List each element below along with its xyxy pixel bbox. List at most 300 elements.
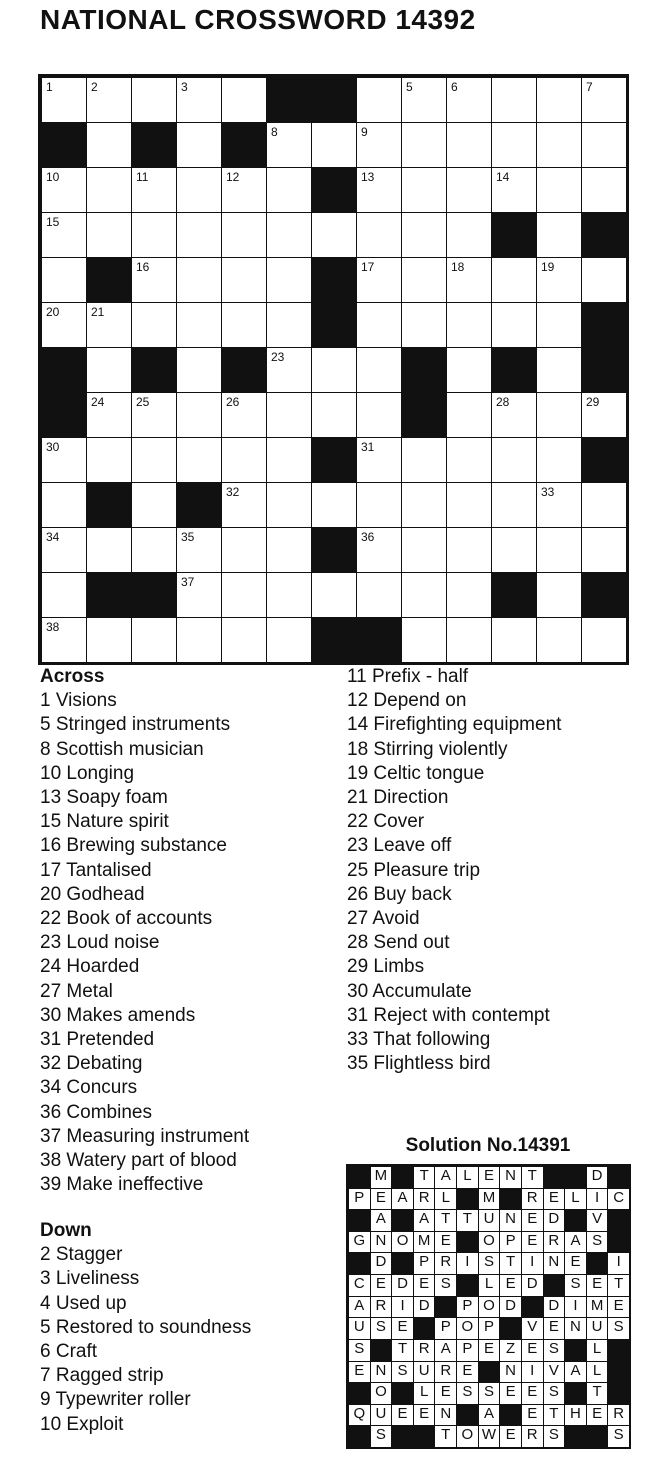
solution-letter: H <box>564 1404 587 1427</box>
grid-cell[interactable] <box>86 437 132 483</box>
solution-letter: T <box>456 1209 479 1232</box>
black-square <box>86 572 132 618</box>
solution-letter: E <box>499 1274 522 1297</box>
grid-cell[interactable] <box>266 437 312 483</box>
solution-black-square <box>456 1404 479 1427</box>
grid-cell[interactable] <box>401 482 447 528</box>
grid-cell[interactable] <box>221 212 267 258</box>
solution-black-square <box>564 1339 587 1362</box>
grid-cell[interactable] <box>401 122 447 168</box>
grid-cell[interactable] <box>311 212 357 258</box>
grid-cell[interactable] <box>446 167 492 213</box>
grid-cell[interactable] <box>356 437 402 483</box>
solution-letter: D <box>586 1166 609 1189</box>
solution-letter: E <box>478 1339 501 1362</box>
solution-letter: T <box>434 1209 457 1232</box>
black-square <box>221 347 267 393</box>
clue-number: 18 <box>451 260 465 274</box>
solution-letter: T <box>434 1425 457 1448</box>
grid-cell[interactable] <box>311 572 357 618</box>
grid-cell[interactable] <box>536 257 582 303</box>
solution-letter: O <box>478 1231 501 1254</box>
grid-cell[interactable] <box>536 392 582 438</box>
grid-cell[interactable] <box>176 167 222 213</box>
grid-cell[interactable] <box>266 572 312 618</box>
clue: 25 Pleasure trip <box>347 859 481 881</box>
across-heading: Across <box>40 666 105 687</box>
solution-letter: N <box>370 1361 393 1384</box>
solution-letter: E <box>586 1404 609 1427</box>
grid-cell[interactable] <box>131 77 177 123</box>
clue-number: 3 <box>181 80 188 94</box>
down-clues <box>40 1219 251 1437</box>
grid-cell[interactable] <box>446 617 492 663</box>
grid-cell[interactable] <box>176 302 222 348</box>
clue-number: 33 <box>541 485 555 499</box>
grid-cell[interactable] <box>86 122 132 168</box>
solution-letter: E <box>370 1188 393 1211</box>
solution-letter: O <box>456 1317 479 1340</box>
clue: 30 Accumulate <box>347 980 472 1002</box>
clue-number: 21 <box>91 305 105 319</box>
solution-letter: I <box>564 1296 587 1319</box>
solution-letter: E <box>499 1382 522 1405</box>
solution-black-square <box>499 1317 522 1340</box>
clue: 7 Ragged strip <box>40 1365 164 1387</box>
clue: 21 Direction <box>347 787 449 809</box>
across-clues <box>40 665 249 1197</box>
solution-letter: I <box>521 1361 544 1384</box>
grid-cell[interactable] <box>266 347 312 393</box>
grid-cell[interactable] <box>221 437 267 483</box>
black-square <box>86 482 132 528</box>
grid-cell[interactable] <box>131 437 177 483</box>
black-square <box>41 392 87 438</box>
solution-letter: A <box>434 1339 457 1362</box>
clue: 34 Concurs <box>40 1077 138 1099</box>
solution-letter: E <box>370 1274 393 1297</box>
solution-letter: A <box>391 1188 414 1211</box>
grid-cell[interactable] <box>536 527 582 573</box>
grid-cell[interactable] <box>536 212 582 258</box>
grid-cell[interactable] <box>446 212 492 258</box>
solution-letter: L <box>478 1274 501 1297</box>
grid-cell[interactable] <box>446 302 492 348</box>
grid-cell[interactable] <box>491 122 537 168</box>
grid-cell[interactable] <box>491 437 537 483</box>
grid-cell[interactable] <box>311 122 357 168</box>
grid-cell[interactable] <box>446 482 492 528</box>
grid-cell[interactable] <box>401 77 447 123</box>
grid-cell[interactable] <box>356 302 402 348</box>
solution-letter: T <box>391 1339 414 1362</box>
grid-cell[interactable] <box>446 437 492 483</box>
grid-cell[interactable] <box>176 572 222 618</box>
grid-cell[interactable] <box>41 257 87 303</box>
solution-letter: R <box>607 1404 630 1427</box>
black-square <box>86 257 132 303</box>
solution-letter: P <box>499 1231 522 1254</box>
clue: 14 Firefighting equipment <box>347 714 562 736</box>
solution-letter: R <box>434 1361 457 1384</box>
solution-letter: S <box>543 1382 566 1405</box>
grid-cell[interactable] <box>536 482 582 528</box>
black-square <box>581 572 627 618</box>
solution-letter: A <box>434 1166 457 1189</box>
grid-cell[interactable] <box>401 572 447 618</box>
grid-cell[interactable] <box>446 347 492 393</box>
black-square <box>176 482 222 528</box>
black-square <box>131 347 177 393</box>
clue-number: 12 <box>226 170 240 184</box>
solution-letter: E <box>499 1425 522 1448</box>
down-clues-continued <box>347 665 561 1076</box>
solution-letter: E <box>478 1166 501 1189</box>
grid-cell[interactable] <box>581 122 627 168</box>
solution-black-square <box>543 1166 566 1189</box>
grid-cell[interactable] <box>221 167 267 213</box>
grid-cell[interactable] <box>446 257 492 303</box>
grid-cell[interactable] <box>86 527 132 573</box>
grid-cell[interactable] <box>176 212 222 258</box>
solution-letter: M <box>586 1296 609 1319</box>
solution-black-square <box>434 1296 457 1319</box>
grid-cell[interactable] <box>266 122 312 168</box>
grid-cell[interactable] <box>536 572 582 618</box>
solution-letter: I <box>391 1296 414 1319</box>
grid-cell[interactable] <box>41 212 87 258</box>
clue: 39 Make ineffective <box>40 1174 204 1196</box>
grid-cell[interactable] <box>356 212 402 258</box>
solution-letter: R <box>521 1188 544 1211</box>
solution-letter: O <box>456 1425 479 1448</box>
grid-cell[interactable] <box>581 617 627 663</box>
grid-cell[interactable] <box>176 347 222 393</box>
black-square <box>401 392 447 438</box>
grid-cell[interactable] <box>176 617 222 663</box>
solution-black-square <box>348 1252 371 1275</box>
solution-black-square <box>391 1382 414 1405</box>
grid-cell[interactable] <box>446 77 492 123</box>
grid-cell[interactable] <box>356 392 402 438</box>
solution-letter: I <box>586 1188 609 1211</box>
clue: 33 That following <box>347 1029 491 1051</box>
solution-letter: E <box>413 1274 436 1297</box>
grid-cell[interactable] <box>491 482 537 528</box>
solution-letter: P <box>456 1296 479 1319</box>
grid-cell[interactable] <box>311 482 357 528</box>
clue: 22 Cover <box>347 811 425 833</box>
clue: 15 Nature spirit <box>40 811 169 833</box>
solution-letter: U <box>370 1404 393 1427</box>
solution-black-square <box>564 1209 587 1232</box>
grid-cell[interactable] <box>446 122 492 168</box>
solution-letter: S <box>607 1425 630 1448</box>
clue-number: 29 <box>586 395 600 409</box>
solution-letter: I <box>521 1252 544 1275</box>
grid-cell[interactable] <box>41 302 87 348</box>
clue: 28 Send out <box>347 932 450 954</box>
solution-letter: L <box>586 1361 609 1384</box>
solution-black-square <box>348 1166 371 1189</box>
grid-cell[interactable] <box>266 392 312 438</box>
grid-cell[interactable] <box>86 302 132 348</box>
grid-cell[interactable] <box>266 212 312 258</box>
clue: 32 Debating <box>40 1053 143 1075</box>
grid-cell[interactable] <box>131 212 177 258</box>
grid-cell[interactable] <box>581 167 627 213</box>
solution-letter: D <box>521 1274 544 1297</box>
solution-letter: E <box>413 1404 436 1427</box>
clue: 6 Craft <box>40 1341 98 1363</box>
grid-cell[interactable] <box>311 392 357 438</box>
grid-cell[interactable] <box>491 392 537 438</box>
solution-letter: N <box>499 1166 522 1189</box>
grid-cell[interactable] <box>491 167 537 213</box>
grid-cell[interactable] <box>401 302 447 348</box>
grid-cell[interactable] <box>176 527 222 573</box>
black-square <box>581 437 627 483</box>
clue-number: 37 <box>181 575 195 589</box>
grid-cell[interactable] <box>266 302 312 348</box>
grid-cell[interactable] <box>356 77 402 123</box>
solution-letter: R <box>413 1188 436 1211</box>
grid-cell[interactable] <box>356 167 402 213</box>
grid-cell[interactable] <box>491 257 537 303</box>
grid-cell[interactable] <box>401 167 447 213</box>
grid-cell[interactable] <box>491 527 537 573</box>
grid-cell[interactable] <box>536 122 582 168</box>
solution-letter: E <box>521 1209 544 1232</box>
grid-cell[interactable] <box>176 77 222 123</box>
grid-cell[interactable] <box>41 167 87 213</box>
solution-letter: R <box>543 1231 566 1254</box>
grid-cell[interactable] <box>446 527 492 573</box>
grid-cell[interactable] <box>176 257 222 303</box>
black-square <box>311 257 357 303</box>
black-square <box>311 617 357 663</box>
black-square <box>581 212 627 258</box>
grid-cell[interactable] <box>536 347 582 393</box>
grid-cell[interactable] <box>266 257 312 303</box>
clue-number: 4 <box>271 80 278 94</box>
solution-letter: T <box>586 1382 609 1405</box>
solution-letter: U <box>413 1361 436 1384</box>
grid-cell[interactable] <box>221 617 267 663</box>
solution-black-square <box>543 1274 566 1297</box>
solution-letter: P <box>456 1339 479 1362</box>
grid-cell[interactable] <box>401 617 447 663</box>
solution-black-square <box>586 1425 609 1448</box>
solution-letter: M <box>370 1166 393 1189</box>
solution-letter: D <box>413 1296 436 1319</box>
grid-cell[interactable] <box>266 482 312 528</box>
solution-letter: O <box>478 1296 501 1319</box>
grid-cell[interactable] <box>221 257 267 303</box>
solution-black-square <box>564 1425 587 1448</box>
black-square <box>221 122 267 168</box>
clue: 18 Stirring violently <box>347 738 508 760</box>
solution-letter: E <box>521 1231 544 1254</box>
clue-number: 27 <box>406 395 420 409</box>
grid-cell[interactable] <box>176 437 222 483</box>
black-square <box>131 122 177 168</box>
grid-cell[interactable] <box>221 77 267 123</box>
grid-cell[interactable] <box>401 437 447 483</box>
grid-cell[interactable] <box>86 392 132 438</box>
solution-letter: E <box>456 1361 479 1384</box>
solution-letter: V <box>521 1317 544 1340</box>
black-square <box>41 347 87 393</box>
solution-letter: T <box>543 1404 566 1427</box>
grid-cell[interactable] <box>356 572 402 618</box>
grid-cell[interactable] <box>131 302 177 348</box>
grid-cell[interactable] <box>536 167 582 213</box>
black-square <box>581 302 627 348</box>
grid-cell[interactable] <box>356 527 402 573</box>
grid-cell[interactable] <box>86 212 132 258</box>
grid-cell[interactable] <box>356 347 402 393</box>
clue-number: 5 <box>406 80 413 94</box>
grid-cell[interactable] <box>221 302 267 348</box>
crossword-grid <box>38 74 629 665</box>
puzzle-title: NATIONAL CROSSWORD 14392 <box>40 4 476 35</box>
grid-cell[interactable] <box>41 527 87 573</box>
solution-letter: L <box>564 1188 587 1211</box>
grid-cell[interactable] <box>221 392 267 438</box>
solution-letter: S <box>370 1425 393 1448</box>
clue: 10 Exploit <box>40 1413 124 1435</box>
solution-black-square <box>586 1252 609 1275</box>
grid-cell[interactable] <box>41 617 87 663</box>
grid-cell[interactable] <box>131 392 177 438</box>
clue: 20 Godhead <box>40 883 145 905</box>
solution-letter: A <box>564 1361 587 1384</box>
grid-cell[interactable] <box>86 167 132 213</box>
grid-cell[interactable] <box>581 257 627 303</box>
clue: 5 Stringed instruments <box>40 714 231 736</box>
grid-cell[interactable] <box>356 257 402 303</box>
black-square <box>356 617 402 663</box>
grid-cell[interactable] <box>491 77 537 123</box>
clue: 8 Scottish musician <box>40 738 204 760</box>
grid-cell[interactable] <box>266 617 312 663</box>
grid-cell[interactable] <box>221 482 267 528</box>
solution-letter: C <box>607 1188 630 1211</box>
grid-cell[interactable] <box>356 122 402 168</box>
grid-cell[interactable] <box>446 572 492 618</box>
grid-cell[interactable] <box>401 527 447 573</box>
solution-letter: S <box>478 1382 501 1405</box>
solution-letter: Z <box>499 1339 522 1362</box>
grid-cell[interactable] <box>41 77 87 123</box>
grid-cell[interactable] <box>131 527 177 573</box>
grid-cell[interactable] <box>41 482 87 528</box>
grid-cell[interactable] <box>581 392 627 438</box>
black-square <box>491 212 537 258</box>
grid-cell[interactable] <box>536 437 582 483</box>
grid-cell[interactable] <box>41 572 87 618</box>
clue-number: 26 <box>226 395 240 409</box>
solution-black-square <box>413 1425 436 1448</box>
clue: 12 Depend on <box>347 690 467 712</box>
clue: 37 Measuring instrument <box>40 1125 250 1147</box>
solution-letter: S <box>586 1231 609 1254</box>
grid-cell[interactable] <box>491 302 537 348</box>
solution-letter: E <box>564 1252 587 1275</box>
solution-letter: D <box>499 1296 522 1319</box>
grid-cell[interactable] <box>221 527 267 573</box>
grid-cell[interactable] <box>266 527 312 573</box>
clue-number: 34 <box>46 530 60 544</box>
grid-cell[interactable] <box>266 167 312 213</box>
grid-cell[interactable] <box>221 572 267 618</box>
clue-number: 20 <box>46 305 60 319</box>
clue: 4 Used up <box>40 1292 127 1314</box>
clue: 31 Reject with contempt <box>347 1004 550 1026</box>
clue-number: 15 <box>46 215 60 229</box>
grid-cell[interactable] <box>581 527 627 573</box>
grid-cell[interactable] <box>536 617 582 663</box>
clue: 26 Buy back <box>347 883 452 905</box>
solution-letter: S <box>543 1339 566 1362</box>
clue-number: 16 <box>136 260 150 274</box>
grid-cell[interactable] <box>536 302 582 348</box>
solution-black-square <box>391 1252 414 1275</box>
clue: 11 Prefix - half <box>347 666 469 687</box>
grid-cell[interactable] <box>176 392 222 438</box>
clue-number: 1 <box>46 80 53 94</box>
grid-cell[interactable] <box>131 167 177 213</box>
grid-cell[interactable] <box>446 392 492 438</box>
solution-letter: A <box>564 1231 587 1254</box>
clue: 17 Tantalised <box>40 859 152 881</box>
solution-letter: S <box>348 1339 371 1362</box>
solution-black-square <box>564 1382 587 1405</box>
black-square <box>311 437 357 483</box>
grid-cell[interactable] <box>131 482 177 528</box>
clue: 35 Flightless bird <box>347 1053 491 1075</box>
clue: 30 Makes amends <box>40 1004 196 1026</box>
clue: 24 Hoarded <box>40 956 140 978</box>
clue: 5 Restored to soundness <box>40 1316 252 1338</box>
black-square <box>311 77 357 123</box>
grid-cell[interactable] <box>86 617 132 663</box>
grid-cell[interactable] <box>131 257 177 303</box>
solution-letter: N <box>434 1404 457 1427</box>
grid-cell[interactable] <box>356 482 402 528</box>
solution-letter: D <box>543 1296 566 1319</box>
clue-number: 10 <box>46 170 60 184</box>
black-square <box>401 347 447 393</box>
grid-cell[interactable] <box>491 617 537 663</box>
grid-cell[interactable] <box>131 617 177 663</box>
grid-cell[interactable] <box>581 482 627 528</box>
grid-cell[interactable] <box>401 257 447 303</box>
grid-cell[interactable] <box>311 347 357 393</box>
solution-letter: O <box>370 1382 393 1405</box>
grid-cell[interactable] <box>41 437 87 483</box>
grid-cell[interactable] <box>176 122 222 168</box>
solution-black-square <box>499 1188 522 1211</box>
grid-cell[interactable] <box>86 347 132 393</box>
solution-letter: S <box>543 1425 566 1448</box>
grid-cell[interactable] <box>401 212 447 258</box>
clue-number: 11 <box>136 170 149 184</box>
grid-cell[interactable] <box>536 77 582 123</box>
grid-cell[interactable] <box>86 77 132 123</box>
grid-cell[interactable] <box>581 77 627 123</box>
